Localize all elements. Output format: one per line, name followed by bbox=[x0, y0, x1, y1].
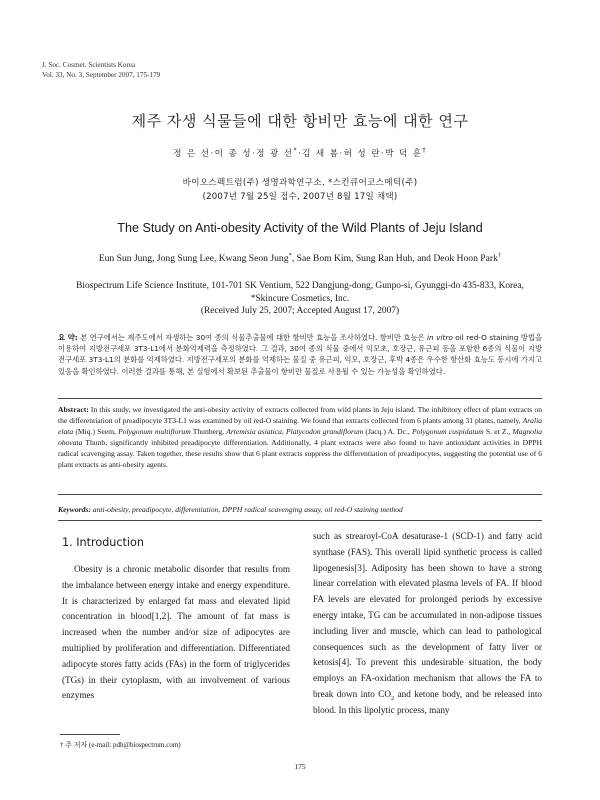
english-abstract: Abstract: In this study, we investigated the anti-obesity activity of extracts collected from wild plants in Jeju island. The inhibitory effect of plant extracts on the differentiation of preadipocyte 3T3-L1 was examined by oil red-O staining. We found that extracts collected from 6 plants among 31 plants, namely, Aralia elata (Miq.) Seem, Polygonum multiflorum Thunberg, Artemisia asiatica, Platycodon grandiflorum (Jacq.) A. Dc., Polygonum cuspidatum S. et Z., Magnolia obovata Thunb, significantly inhibited preadipocyte differentiation. Additionally, 4 plant extracts were also found to have antioxidant activities in DPPH radical scavenging assay. Taken together, these results show that 6 plant extracts suppress the differentiation of preadipocytes, suggesting the potential use of 6 plant extracts as anti-obesity agents. bbox=[58, 405, 542, 470]
body-column-left: Obesity is a chronic metabolic disorder that results from the imbalance between energy intake and energy expenditure. It is characterized by enlarged fat mass and elevated lipid concentration in blood[1,2]. The amount of fat mass is increased when the number and/or size of adipocytes are multiplied by proliferation and differentiation. Differentiated adipocyte stores fatty acids (FAs) in the form of triglycerides (TGs) in their cytoplasm, with an involvement of various enzymes bbox=[62, 564, 290, 701]
footnote: † 주 저자 (e-mail: pdh@biospectrum.com) bbox=[60, 741, 181, 749]
divider bbox=[58, 520, 542, 521]
korean-dates: (2007년 7월 25일 접수, 2007년 8월 17일 채택) bbox=[202, 192, 398, 202]
english-dates: (Received July 25, 2007; Accepted August 17, 2007) bbox=[200, 306, 400, 317]
korean-abstract: 요 약: 본 연구에서는 제주도에서 자생하는 30여 종의 식물추출물에 대한 항비만 효능을 조사하였다. 항비만 효능은 in vitro oil red-O staining 방법을 이용하여 지방전구세포 3T3-L1에서 분화억제력을 측정하였다. 그 결과, 30여 종의 식물 중에서 익모초, 호장근, 유근피 등을 포함한 6종의 식물이 지방전구세포 3T3-L1의 분화를 억제하였다. 지방전구세포의 분화를 억제하는 물질 중 유근피, 익모, 호장근, 후박 4종은 우수한 항산화 효능도 동시에 가지고 있음을 확인하였다. 이러한 결과를 통해, 본 실험에서 확보된 추출물이 항비만 물질로 사용될 수 있는 가능성을 확인하였다. bbox=[58, 333, 542, 376]
english-title: The Study on Anti-obesity Activity of the Wild Plants of Jeju Island bbox=[117, 221, 483, 235]
korean-title: 제주 자생 식물들에 대한 항비만 효능에 대한 연구 bbox=[131, 112, 469, 130]
section-heading-introduction: 1. Introduction bbox=[62, 536, 144, 549]
divider bbox=[58, 494, 542, 495]
keywords: Keywords: anti-obesity, preadipocyte, differentiation, DPPH radical scavenging assay, oil red-O staining method bbox=[58, 505, 403, 514]
body-column-right: such as strearoyl-CoA desaturase-1 (SCD-1) and fatty acid synthase (FAS). This overall lipid synthetic process is called lipogenesis[3]. Adiposity has been shown to have a strong linear correlation with elevated plasma levels of FA. If blood FA levels are elevated for prolonged periods by excessive energy intake, TG can be accumulated in non-adipose tissues including liver and muscle, which can lead to pathological consequences such as the development of fatty liver or ketosis[4]. To prevent this undesirable situation, the body employs an FA-oxidation mechanism that allows the FA to break down into $CO_2$ and ketone body, and be released into blood. In this lipolytic process, many bbox=[313, 531, 542, 715]
english-authors: Eun Sun Jung, Jong Sung Lee, Kwang Seon Jung*, Sae Bom Kim, Sung Ran Huh, and Deok Hoon Park† bbox=[98, 251, 502, 264]
journal-header bbox=[42, 60, 160, 80]
korean-affiliation: 바이오스펙트럼(주) 생명과학연구소, *스킨큐어코스메틱(주) bbox=[182, 178, 418, 188]
english-affiliation: Biospectrum Life Science Institute, 101-701 SK Ventium, 522 Dangjung-dong, Gunpo-si, Gyunggi-do 435-833, Korea, *Skincure Cosmetics, Inc. (Received July 25, 2007; Accepted August 17, 2007) bbox=[70, 280, 530, 318]
journal-name: J. Soc. Cosmet. Scientists Korea bbox=[42, 61, 136, 69]
footnote-rule bbox=[60, 734, 120, 735]
journal-volume: Vol. 33, No. 3, September 2007, 175-179 bbox=[42, 71, 161, 79]
divider bbox=[58, 398, 542, 399]
page-number: 175 bbox=[294, 762, 306, 771]
korean-authors: 정 은 선·이 종 성·정 광 선*·김 새 봄·허 성 란·박 덕 훈† bbox=[173, 147, 427, 159]
